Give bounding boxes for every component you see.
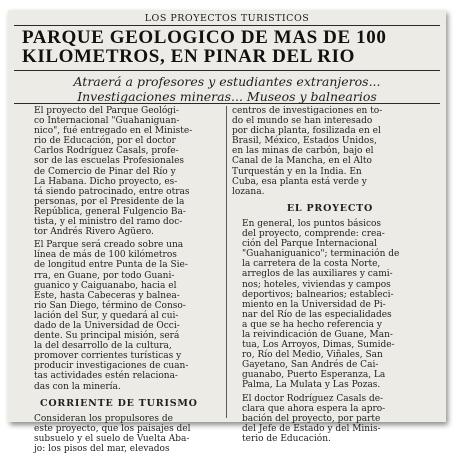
headline <box>22 29 440 66</box>
paragraph-research-centers: centros de investigaciones en to- do el mundo se han interesado por dicha planta, fosilizada en el Brasil, México, Estados Unidos, en las minas de carbón, bajo el Canal de la Mancha, en el Alto Turquestán y en la India. En Cuba, esa planta está verde y lozana. <box>232 106 383 197</box>
section-label: LOS PROYECTOS TURISTICOS <box>144 13 310 24</box>
right-column <box>232 106 428 447</box>
paragraph-project-points: En general, los puntos básicos del proyecto, comprende: crea- ción del Parque Internacional "Guahaniguanico"; terminación de la carretera de la costa Norte, arreglos de las auxiliares y cami- nos; hoteles, viviendas y campos deportivos; balnearios; estableci- miento en la Universidad de Pi- nar del Río de las especialidades a que se ha hecho referencia y la reivindicación de Guane, Man- tua, Los Arroyos, Dimas, Sumide- ro, Río del Medio, Viñales, San Gayetano, San Andrés de Cai- guanabo, Puerto Esperanza, La Palma, La Mulata y Las Pozas. <box>242 218 400 391</box>
column-divider <box>226 106 227 418</box>
left-column <box>24 106 220 457</box>
paragraph-intro: El proyecto del Parque Geológi- co Internacional "Guahaniguan- nico", fué entregado en el Ministe- rio de Educación, por el doctor Carlos Rodríguez Casals, profe- sor de las escuelas Profesionales de Comercio de Pinar del Río y La Habana. Dicho proyecto, es- tá siendo patrocinado, entre otras personas, por el Presidente de la República, general Fulgencio Ba- tista, y el ministro del ramo doc- tor Andrés Rivero Agüero. <box>34 106 193 238</box>
newspaper-clipping <box>8 10 446 454</box>
paragraph-park-route: El Parque será creado sobre una línea de más de 100 kilómetros de longitud entre Punta de la Sie- rra, en Guane, por todo Guani- guanico y Caiguanabo, hacia el Este, hasta Cabeceras y balnea- rio San Diego, término de Conso- lación del Sur, y quedará al cui- dado de la Universidad de Occi- dente. Su principal misión, será la del desarrollo de la cultura, promover corrientes turísticas y producir investigaciones de cuan- tas actividades estén relaciona- das con la minería. <box>34 240 189 392</box>
paragraph-approval: El doctor Rodríguez Casals de- clara que ahora espera la apro- bación del proyecto, por parte del Jefe de Estado y del Minis- terio de Educación. <box>242 393 386 444</box>
top-rule <box>14 25 440 26</box>
headline-line-2: KILOMETROS, EN PINAR DEL RIO <box>22 45 355 67</box>
heading-el-proyecto: EL PROYECTO <box>286 202 374 214</box>
subheadline <box>8 74 446 104</box>
headline-line-1: PARQUE GEOLOGICO DE MAS DE 100 <box>22 27 387 48</box>
subhead-rule <box>14 103 440 104</box>
heading-corriente-de-turismo: CORRIENTE DE TURISMO <box>40 397 198 409</box>
paragraph-tourism: Consideran los propulsores de este proyecto, que los paisajes del subsuelo y el suelo de Vuelta Aba- jo: los pisos del mar, elevados <box>34 413 191 454</box>
subhead-line-2: Investigaciones mineras... Museos y balnearios <box>77 89 377 104</box>
subhead-line-1: Atraerá a profesores y estudiantes extranjeros... <box>73 74 381 89</box>
headline-rule <box>14 70 440 71</box>
